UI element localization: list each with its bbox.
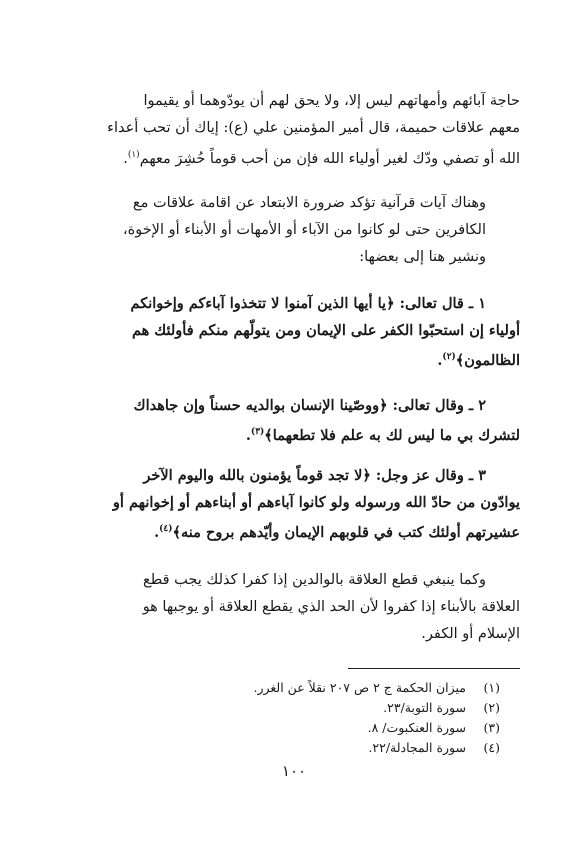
- paragraph-line: ٣ ـ وقال عز وجل: ﴿لا تجد قوماً يؤمنون بالله واليوم الآخر: [143, 467, 486, 484]
- footnote-number: (٢): [483, 700, 500, 715]
- verse-2: [65, 392, 520, 449]
- paragraph-line: وكما ينبغي قطع العلاقة بالوالدين إذا كفرا كذلك يجب قطع: [142, 572, 486, 588]
- page-number: ١٠٠: [281, 762, 307, 780]
- footnote-item: [253, 698, 500, 718]
- footnote-ref: (١): [127, 150, 140, 160]
- paragraph-line: ١ ـ قال تعالى: ﴿يا أيها الذين آمنوا لا تتخذوا آباءكم وإخوانكم: [130, 295, 486, 312]
- paragraph-line-text: الله أو تصفي ودّك لغير أولياء الله فإن من أحب قوماً حُشِرَ معهم: [139, 150, 520, 167]
- paragraph-line: وهناك آيات قرآنية تؤكد ضرورة الابتعاد عن اقامة علاقات مع: [132, 195, 486, 211]
- paragraph-line: العلاقة بالأبناء إذا كفروا لأن الحد الذي يقطع العلاقة أو يوجبها هو: [142, 599, 520, 615]
- footnote-text: ميزان الحكمة ج ٢ ص ٢٠٧ نقلاً عن الغرر.: [253, 680, 466, 695]
- paragraph-line-text: الظالمون﴾: [455, 351, 520, 369]
- paragraph-line: معهم علاقات حميمة، قال أمير المؤمنين علي (ع): إياك أن تحب أعداء: [107, 120, 520, 136]
- footnote-number: (٣): [483, 720, 500, 735]
- footnote-ref: (٤): [159, 524, 173, 534]
- footnote-text: سورة العنكبوت/ ٨.: [367, 720, 466, 735]
- paragraph-line: الظالمون﴾$^{(٢)}$.: [437, 351, 520, 369]
- paragraph-line: لتشرك بي ما ليس لك به علم فلا تطعهما﴾$^{(٣)}$.: [245, 426, 520, 444]
- paragraph-line: ونشير هنا إلى بعضها:: [359, 249, 486, 265]
- paragraph-line: الله أو تصفي ودّك لغير أولياء الله فإن من أحب قوماً حُشِرَ معهم$^{(١)}$.: [123, 150, 520, 167]
- paragraph-line: الإسلام أو الكفر.: [421, 626, 520, 642]
- footnotes-list: [253, 678, 500, 758]
- paragraph-line: أولياء إن استحبّوا الكفر على الإيمان ومن يتولّهم منكم فأولئك هم: [131, 322, 520, 339]
- footnote-divider: [348, 668, 520, 669]
- verse-3: [65, 462, 520, 546]
- paragraph-line: يوادّون من حادّ الله ورسوله ولو كانوا آباءهم أو أبناءهم أو إخوانهم أو: [112, 494, 520, 511]
- footnote-text: سورة المجادلة/٢٢.: [368, 740, 466, 755]
- paragraph-line: الكافرين حتى لو كانوا من الآباء أو الأمهات أو الأبناء أو الإخوة،: [122, 222, 486, 238]
- footnote-item: [253, 738, 500, 758]
- paragraph-line-text: عشيرتهم أولئك كتب في قلوبهم الإيمان وأيّدهم بروح منه﴾: [172, 523, 520, 541]
- paragraph-6: [65, 567, 520, 648]
- verse-1: [65, 290, 520, 374]
- paragraph-line-text: لتشرك بي ما ليس لك به علم فلا تطعهما﴾: [264, 426, 520, 444]
- footnote-number: (٤): [483, 740, 500, 755]
- footnote-text: سورة التوبة/٢٣.: [383, 700, 466, 715]
- paragraph-line: ٢ ـ وقال تعالى: ﴿ووصّينا الإنسان بوالديه حسناً وإن جاهداك: [133, 397, 486, 414]
- footnote-ref: (٢): [442, 352, 456, 362]
- footnote-ref: (٣): [250, 427, 265, 437]
- footnote-item: [253, 678, 500, 698]
- footnote-item: [253, 718, 500, 738]
- paragraph-1: [65, 88, 520, 173]
- paragraph-line: عشيرتهم أولئك كتب في قلوبهم الإيمان وأيّدهم بروح منه﴾$^{(٤)}$.: [154, 523, 520, 541]
- paragraph-2: [65, 190, 520, 271]
- footnote-number: (١): [483, 680, 500, 695]
- paragraph-line: حاجة آبائهم وأمهاتهم ليس إلا، ولا يحق لهم أن يودّوهما أو يقيموا: [143, 93, 520, 109]
